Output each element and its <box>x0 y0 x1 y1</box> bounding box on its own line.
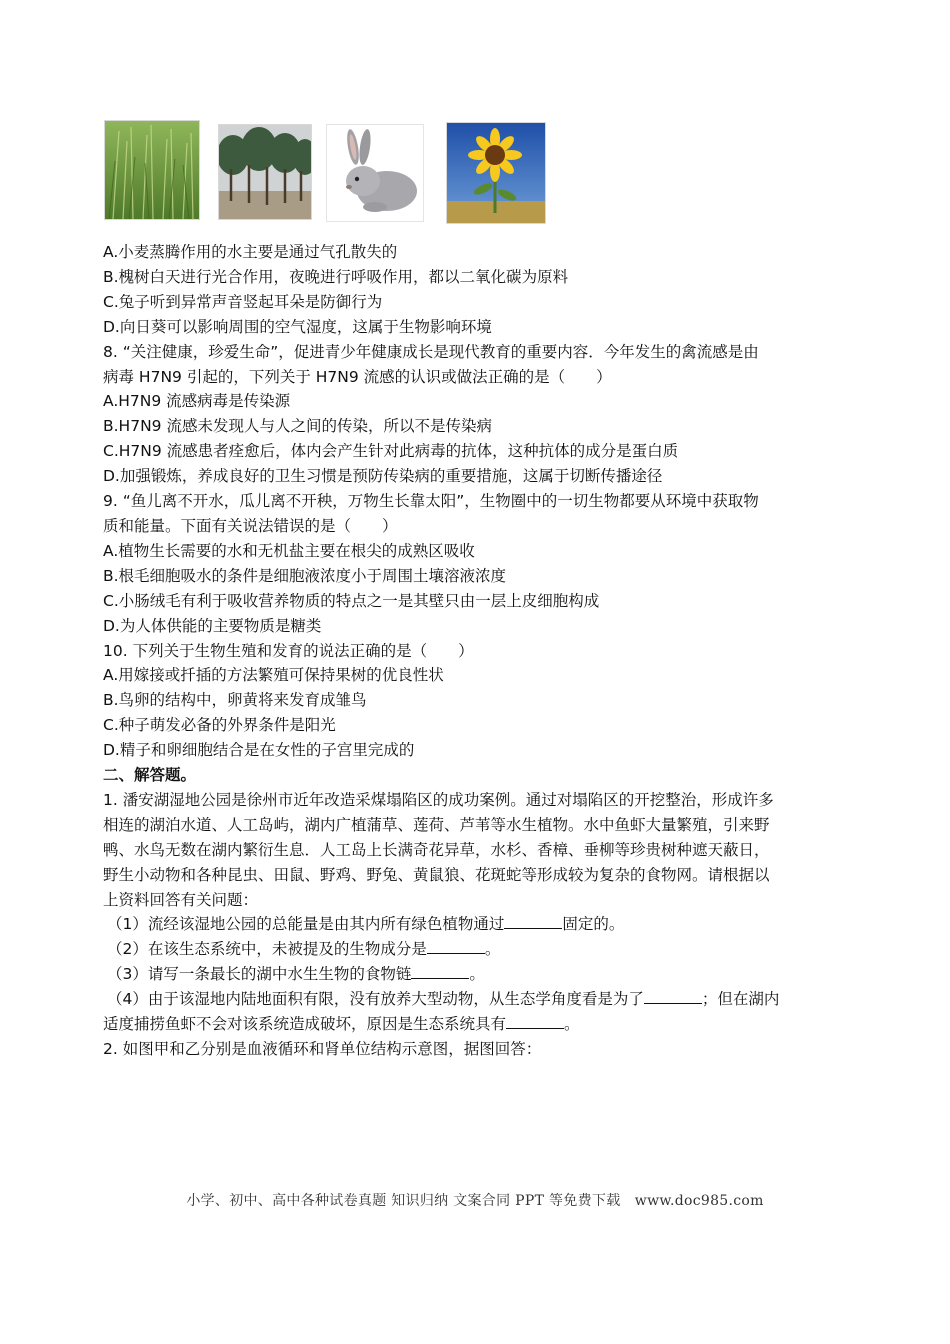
q8-option-d: D.加强锻炼，养成良好的卫生习惯是预防传染病的重要措施，这属于切断传播途径 <box>103 467 663 486</box>
a1-sub2 <box>103 937 833 962</box>
a1-para-line1: 1. 潘安湖湿地公园是徐州市近年改造采煤塌陷区的成功案例。通过对塌陷区的开挖整治，形成许多 <box>103 790 774 809</box>
a1-para-line5: 上资料回答有关问题： <box>103 890 259 909</box>
a1-sub1 <box>103 912 833 937</box>
a2-stem: 2. 如图甲和乙分别是血液循环和肾单位结构示意图，据图回答： <box>103 1040 542 1058</box>
trees-photo <box>218 124 312 220</box>
q7-option-b: B.槐树白天进行光合作用，夜晚进行呼吸作用，都以二氧化碳为原料 <box>103 267 569 286</box>
page-footer: 小学、初中、高中各种试卷真题 知识归纳 文案合同 PPT 等免费下载 www.doc985.com <box>186 1193 764 1209</box>
q9-option-c: C.小肠绒毛有利于吸收营养物质的特点之一是其壁只由一层上皮细胞构成 <box>103 591 600 610</box>
q8-option-a: A.H7N9 流感病毒是传染源 <box>103 392 291 411</box>
q9-stem-line1: 9. “鱼儿离不开水，瓜儿离不开秧，万物生长靠太阳”，生物圈中的一切生物都要从环境中获取物 <box>103 492 759 511</box>
answer-blank[interactable] <box>506 1014 564 1029</box>
a1-sub1-post: 固定的。 <box>562 915 625 934</box>
q10-stem: 10. 下列关于生物生殖和发育的说法正确的是（ ） <box>103 641 474 660</box>
a1-sub3 <box>103 962 833 987</box>
section-title: 二、解答题。 <box>103 766 197 785</box>
q8-stem-line2: 病毒 H7N9 引起的，下列关于 H7N9 流感的认识或做法正确的是（ ） <box>103 367 612 386</box>
q8-option-c: C.H7N9 流感患者痊愈后，体内会产生针对此病毒的抗体，这种抗体的成分是蛋白质 <box>103 442 679 461</box>
answer-blank[interactable] <box>504 914 562 929</box>
q8-option-b: B.H7N9 流感未发现人与人之间的传染，所以不是传染病 <box>103 417 492 436</box>
a1-para-line4: 野生小动物和各种昆虫、田鼠、野鸡、野兔、黄鼠狼、花斑蛇等形成较为复杂的食物网。请根据以 <box>103 865 770 884</box>
q10-option-b: B.鸟卵的结构中，卵黄将来发育成雏鸟 <box>103 691 367 710</box>
q10-option-d: D.精子和卵细胞结合是在女性的子宫里完成的 <box>103 741 415 760</box>
a1-para-line3: 鸭、水鸟无数在湖内繁衍生息．人工岛上长满奇花异草，水杉、香樟、垂柳等珍贵树种遮天蔽日， <box>103 840 770 859</box>
a1-sub3-pre: （3）请写一条最长的湖中水生生物的食物链 <box>107 965 412 984</box>
sunflower-photo <box>446 122 546 224</box>
q7-option-d: D.向日葵可以影响周围的空气湿度，这属于生物影响环境 <box>103 317 492 336</box>
a1-sub4-line2-post: 。 <box>564 1015 580 1034</box>
a1-para-line2: 相连的湖泊水道、人工岛屿，湖内广植蒲草、莲荷、芦苇等水生植物。水中鱼虾大量繁殖，引来野 <box>103 815 770 834</box>
a1-sub2-pre: （2）在该生态系统中，未被提及的生物成分是 <box>107 940 427 959</box>
q10-option-a: A.用嫁接或扦插的方法繁殖可保持果树的优良性状 <box>103 666 444 685</box>
answer-blank[interactable] <box>644 989 702 1004</box>
a1-sub4-pre: （4）由于该湿地内陆地面积有限，没有放养大型动物，从生态学角度看是为了 <box>107 990 644 1009</box>
a1-sub4-line2 <box>103 1012 833 1037</box>
q9-stem-line2: 质和能量。下面有关说法错误的是（ ） <box>103 516 398 535</box>
a1-sub4-line1 <box>103 987 833 1012</box>
q8-stem-line1: 8. “关注健康，珍爱生命”，促进青少年健康成长是现代教育的重要内容．今年发生的禽流感是由 <box>103 342 759 361</box>
a1-sub3-post: 。 <box>469 965 485 984</box>
q10-option-c: C.种子萌发必备的外界条件是阳光 <box>103 716 336 735</box>
rabbit-photo <box>326 124 424 222</box>
answer-blank[interactable] <box>427 939 485 954</box>
q9-option-d: D.为人体供能的主要物质是糖类 <box>103 616 322 635</box>
q7-option-a: A.小麦蒸腾作用的水主要是通过气孔散失的 <box>103 243 398 261</box>
q7-option-c: C.兔子听到异常声音竖起耳朵是防御行为 <box>103 292 383 311</box>
a1-sub2-post: 。 <box>484 940 501 959</box>
a1-sub4-mid: ；但在湖内 <box>701 990 780 1009</box>
question-content <box>103 240 833 1062</box>
wheat-field-photo <box>104 120 200 220</box>
q9-option-b: B.根毛细胞吸水的条件是细胞液浓度小于周围土壤溶液浓度 <box>103 566 507 585</box>
a1-sub1-pre: （1）流经该湿地公园的总能量是由其内所有绿色植物通过 <box>107 915 505 934</box>
answer-blank[interactable] <box>411 964 469 979</box>
q9-option-a: A.植物生长需要的水和无机盐主要在根尖的成熟区吸收 <box>103 541 475 560</box>
a1-sub4-line2-pre: 适度捕捞鱼虾不会对该系统造成破坏，原因是生态系统具有 <box>103 1015 507 1034</box>
